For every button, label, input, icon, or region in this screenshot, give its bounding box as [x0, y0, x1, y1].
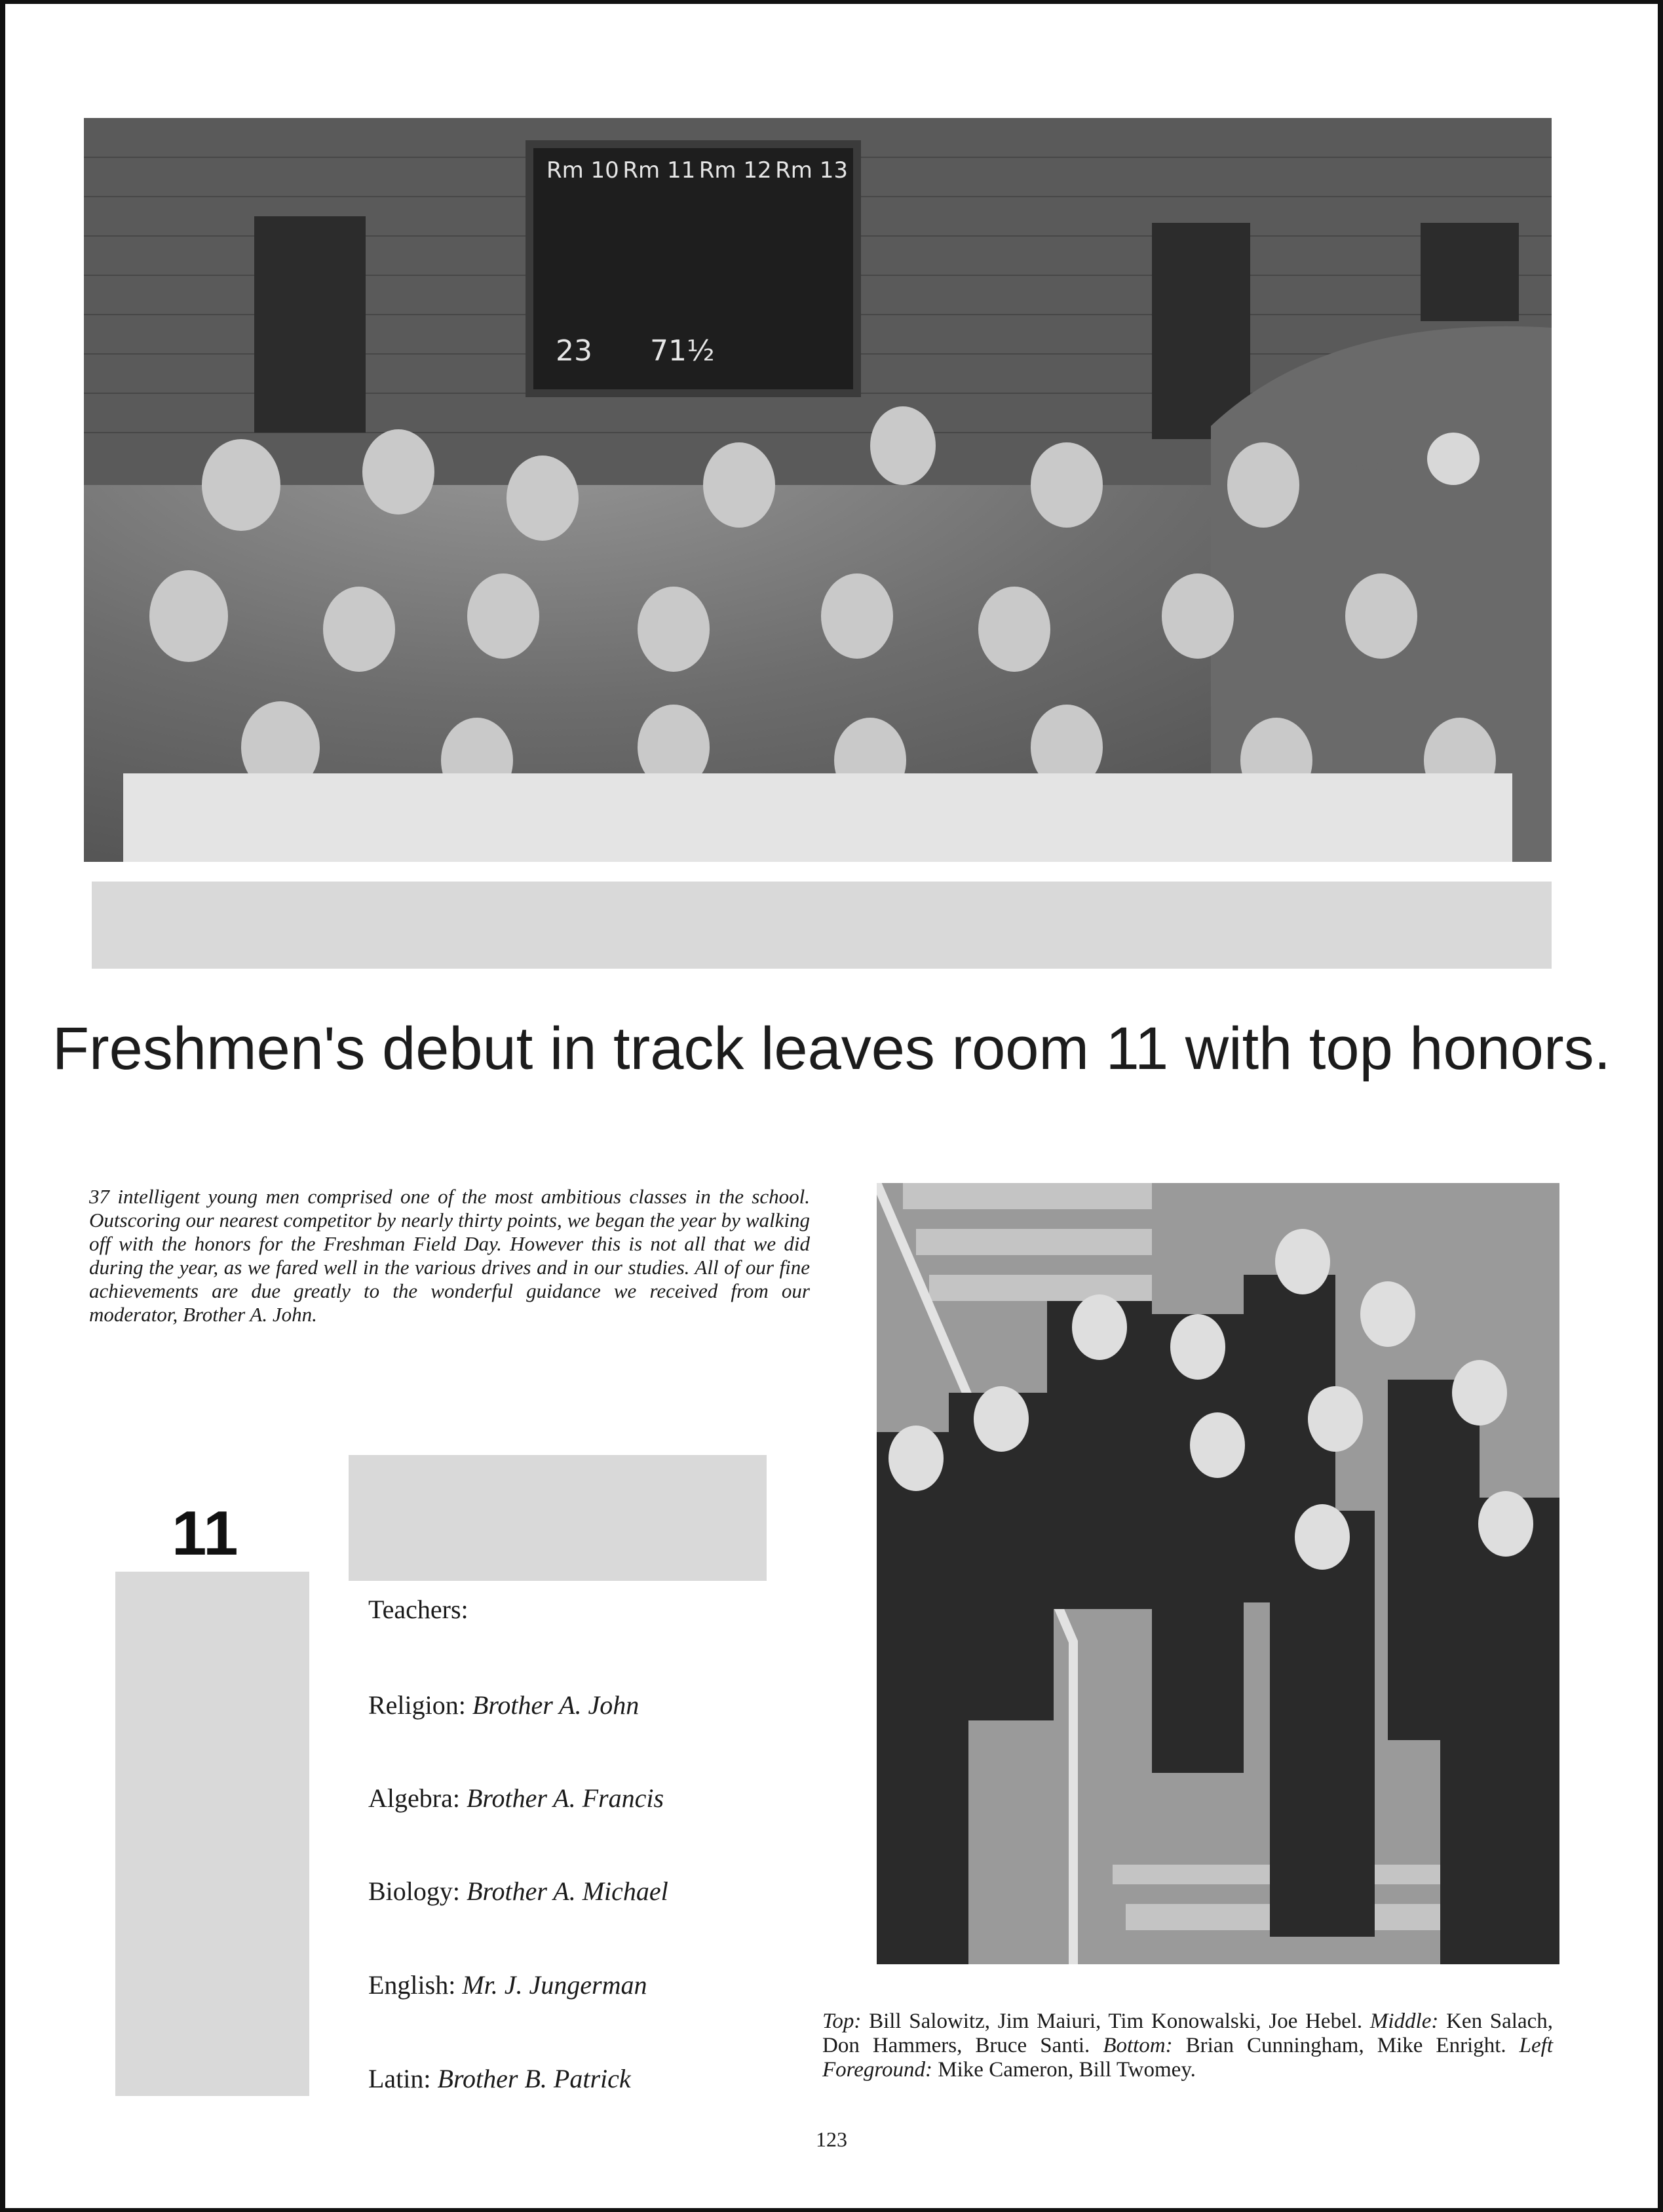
teacher-name: Brother A. Michael — [467, 1876, 668, 1906]
stairway-group-photo — [877, 1183, 1559, 1964]
page-edge-top — [0, 0, 1663, 4]
teacher-biology — [368, 1876, 668, 1907]
group-photo-track-team — [84, 118, 1552, 862]
page-edge-left — [0, 0, 5, 2212]
coca-cola-sign: Coca-Cola — [1347, 462, 1396, 473]
chalkboard-room-12: Rm 12 — [698, 157, 772, 184]
chalkboard-total-room-11: 71½ — [650, 334, 715, 368]
caption-middle-label: Middle: — [1369, 2009, 1439, 2033]
teacher-name: Brother A. John — [472, 1690, 640, 1720]
page-edge-bottom — [0, 2208, 1663, 2212]
page-edge-right — [1658, 0, 1663, 2212]
teacher-subject: English: — [368, 1970, 456, 2000]
caption-bottom-label: Bottom: — [1103, 2034, 1173, 2057]
chalkboard-room-10: Rm 10 — [546, 157, 619, 184]
caption-top-label: Top: — [822, 2009, 862, 2033]
teacher-name: Mr. J. Jungerman — [462, 1970, 647, 2000]
grey-block-left — [115, 1572, 309, 2096]
teacher-name: Brother B. Patrick — [437, 2064, 631, 2093]
caption-left-foreground-names: Mike Cameron, Bill Twomey. — [938, 2058, 1196, 2082]
teacher-english — [368, 1969, 647, 2000]
teacher-latin — [368, 2063, 631, 2094]
teacher-name: Brother A. Francis — [466, 1783, 664, 1813]
room-number: 11 — [172, 1498, 239, 1568]
teacher-subject: Latin: — [368, 2064, 431, 2093]
grey-band-top — [92, 882, 1552, 969]
chalkboard-total-room-10: 23 — [556, 334, 592, 368]
intro-paragraph: 37 intelligent young men comprised one of the most ambitious classes in the school. Outscoring our nearest competitor by nearly thirty points, we began the year by walking off with the honors for the Freshman Field Day. However this is not all that we did during the year, as we fared well in the various drives and in our studies. All of our fine achievements are due greatly to the wonderful guidance we received from our moderator, Brother A. John. — [89, 1185, 810, 1326]
chalkboard-room-11: Rm 11 — [622, 157, 696, 184]
caption-bottom-names: Brian Cunningham, Mike Enright. — [1185, 2034, 1506, 2057]
teacher-subject: Algebra: — [368, 1783, 460, 1813]
teacher-religion — [368, 1690, 639, 1720]
caption-top-names: Bill Salowitz, Jim Maiuri, Tim Konowalski, Joe Hebel. — [869, 2009, 1363, 2033]
stairway-photo-illustration — [877, 1183, 1559, 1964]
stairway-photo-caption — [822, 2009, 1553, 2082]
teacher-subject: Biology: — [368, 1876, 461, 1906]
chalkboard-room-13: Rm 13 — [775, 157, 848, 184]
caption-left-foreground-label: Left Foreground: — [822, 2034, 1554, 2082]
grey-block-top-teachers — [349, 1455, 767, 1581]
teacher-subject: Religion: — [368, 1690, 466, 1720]
teachers-label: Teachers: — [368, 1595, 468, 1624]
teacher-algebra — [368, 1783, 664, 1814]
chalkboard — [529, 144, 857, 393]
caption-middle-names: Ken Salach, Don Hammers, Bruce Santi. — [822, 2009, 1554, 2057]
page-number: 123 — [816, 2127, 847, 2151]
page-headline: Freshmen's debut in track leaves room 11 with top honors. — [52, 1015, 1611, 1082]
